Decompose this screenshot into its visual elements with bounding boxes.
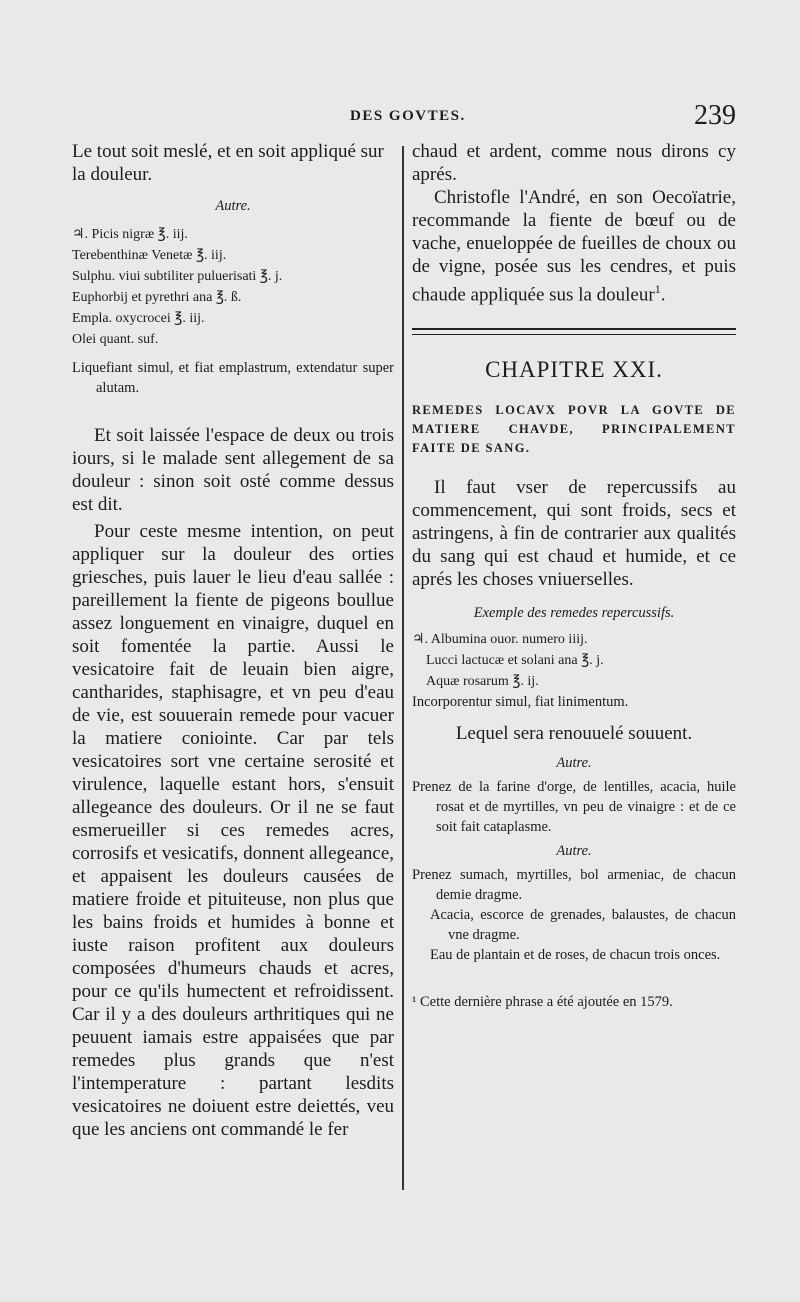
chapter-intro: Il faut vser de repercussifs au commencement, qui sont froids, secs et astringens, à fin de contrarier aux qualités du sang qui est chaud et humide, et ce aprés les choses vniuerselles. [412, 477, 736, 591]
paragraph-2: Pour ceste mesme intention, on peut appliquer sur la douleur des orties griesches, puis lauer le lieu d'eau sallée : pareillement la fiente de pigeons boullue assez longuement en vinaigre, duquel en soit fomentée la partie. Aussi le vesicatoire fait de leuain bien aigre, cantharides, staphisagre, et vn peu d'eau de vie, est souuerain remede pour vacuer la matiere coniointe. Car par tels vesicatoires sort vne certaine serosité et virulence, laquelle estant hors, s'ensuit allegeance des douleurs. Or il ne se faut esmerueiller si ces remedes acres, corrosifs et vesicatifs, donnent allegeance, et appaisent les douleurs causées de matiere froide et pituiteuse, non plus que les bains froids et humides à bonne et iuste raison profitent aux douleurs composées d'humeurs chauds et acres, pour ce qu'ils humectent et refroidissent. Car il y a des douleurs arthritiques qui ne peuuent iamais estre appaisées que par remedes plus grands que n'est l'intemperature : partant lesdits vesicatoires ne doiuent estre deiettés, veu que les anciens ont commandé le fer [72, 521, 394, 1140]
christofle-body: Christofle l'André, en son Oecoïatrie, recommande la fiente de bœuf ou de vache, enueloppée de fueilles de choux ou de vigne, posée sus les cendres, et puis chaude appliquée sus la douleur [412, 187, 736, 306]
autre-text-2a: Prenez sumach, myrtilles, bol armeniac, de chacun demie dragme. [412, 867, 736, 904]
left-column [72, 140, 394, 1141]
prescription-item: ♃. Albumina ouor. numero iiij. [412, 632, 588, 648]
footnote: ¹ Cette dernière phrase a été ajoutée en 1579. [412, 994, 673, 1011]
prescription-item: Aquæ rosarum ℥. ij. [426, 674, 539, 690]
prescription-item: Lucci lactucæ et solani ana ℥. j. [426, 653, 604, 669]
autre-heading-1: Autre. [556, 755, 592, 772]
repercussive-prescription [412, 629, 736, 692]
chapter-subtitle: REMEDES LOCAVX POVR LA GOVTE DE MATIERE CHAVDE, PRINCIPALEMENT FAITE DE SANG. [412, 403, 736, 456]
exemple-heading: Exemple des remedes repercussifs. [473, 605, 675, 622]
autre-text-2b: Acacia, escorce de grenades, balaustes, de chacun vne dragme. [430, 907, 736, 944]
lequel-text: Lequel sera renouuelé souuent. [455, 723, 693, 745]
autre-text-1: Prenez de la farine d'orge, de lentilles, acacia, huile rosat et de myrtilles, vn peu de vinaigre : et de ce soit fait cataplasme. [412, 779, 736, 836]
autre-text-2c: Eau de plantain et de roses, de chacun trois onces. [430, 947, 721, 964]
chapter-title: CHAPITRE XXI. [485, 357, 663, 383]
liquefiant-text: Liquefiant simul, et fiat emplastrum, extendatur super alutam. [72, 360, 394, 396]
prescription-item: Olei quant. suf. [72, 332, 159, 347]
prescription-item: Terebenthinæ Venetæ ℥. iij. [72, 248, 227, 263]
prescription-item: Empla. oxycrocei ℥. iij. [72, 311, 205, 326]
christofle-text: Christofle l'André, en son Oecoïatrie, recommande la fiente de bœuf ou de vache, enueloppée de fueilles de choux ou de vigne, posée sus les cendres, et puis chaude appliquée sus la douleur$^1$. [412, 187, 736, 306]
paragraph-1: Et soit laissée l'espace de deux ou trois iours, si le malade sent allegement de sa douleur : sinon soit osté comme dessus est dit. [72, 425, 394, 515]
footnote-reference: 1 [654, 282, 661, 296]
prescription-list [72, 224, 394, 350]
right-column [412, 140, 736, 1013]
prescription-item: Sulphu. viui subtiliter puluerisati ℥. j. [72, 269, 283, 284]
running-title: DES GOVTES. [350, 108, 466, 124]
autre-heading: Autre. [215, 198, 251, 214]
section-rule [412, 328, 736, 335]
page-number: 239 [694, 100, 736, 131]
opening-text: Le tout soit meslé, et en soit appliqué sur la douleur. [72, 141, 384, 185]
incorporentur-text: Incorporentur simul, fiat linimentum. [412, 694, 629, 711]
autre-heading-2: Autre. [556, 843, 592, 860]
prescription-item: ♃. Picis nigræ ℥. iij. [72, 227, 188, 242]
column-divider [402, 146, 404, 1190]
page-header [70, 100, 738, 138]
continuation-text: chaud et ardent, comme nous dirons cy aprés. [412, 141, 736, 185]
prescription-item: Euphorbij et pyrethri ana ℥. ß. [72, 290, 242, 305]
